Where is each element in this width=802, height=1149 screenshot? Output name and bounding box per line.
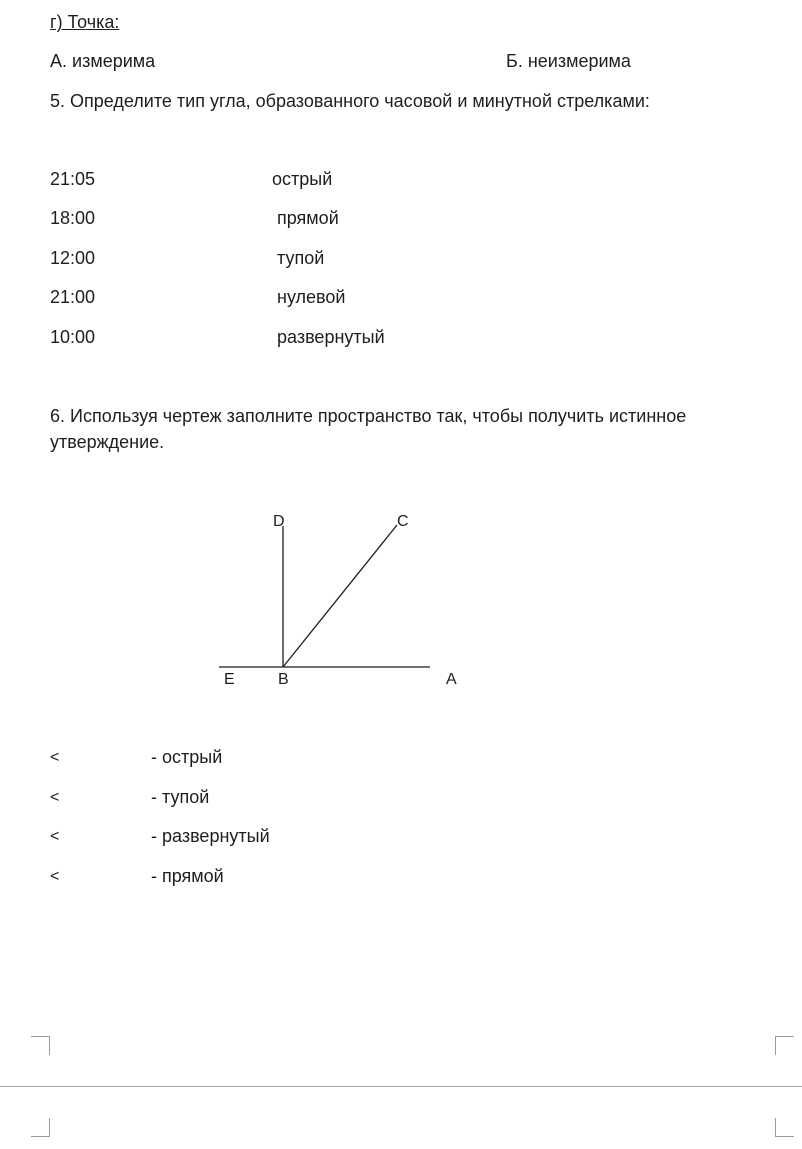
point-question-label: г) Точка:: [50, 12, 120, 32]
time-item: 10:00: [50, 327, 96, 347]
angle-type-item: нулевой: [277, 287, 346, 307]
time-item: 21:05: [50, 169, 96, 189]
question-6-title-line1: 6. Используя чертеж заполните пространство так, чтобы получить истинное: [50, 406, 687, 426]
angle-symbol: <: [50, 868, 60, 885]
time-item: 21:00: [50, 287, 96, 307]
answer-text: - развернутый: [151, 826, 270, 846]
ray-bc: [283, 525, 397, 667]
point-e-label: E: [224, 671, 235, 688]
page-break-divider: [0, 1086, 802, 1087]
angle-type-item: тупой: [277, 248, 325, 268]
angle-symbol: <: [50, 828, 60, 845]
angle-symbol: <: [50, 789, 60, 806]
margin-corner-mark: [31, 1036, 50, 1055]
time-item: 12:00: [50, 248, 96, 268]
angle-type-item: острый: [272, 169, 333, 189]
question-5-title: 5. Определите тип угла, образованного часовой и минутной стрелками:: [50, 91, 650, 111]
angle-symbol: <: [50, 749, 60, 766]
point-a-label: A: [446, 671, 457, 688]
point-b-label: B: [278, 671, 289, 688]
point-c-label: C: [397, 513, 409, 530]
margin-corner-mark: [31, 1118, 50, 1137]
margin-corner-mark: [775, 1118, 794, 1137]
margin-corner-mark: [775, 1036, 794, 1055]
angle-type-item: прямой: [277, 208, 339, 228]
option-b: Б. неизмерима: [506, 51, 631, 71]
point-d-label: D: [273, 513, 285, 530]
option-a: А. измерима: [50, 51, 156, 71]
angle-type-item: развернутый: [277, 327, 385, 347]
time-item: 18:00: [50, 208, 96, 228]
answer-text: - острый: [151, 747, 223, 767]
answer-text: - прямой: [151, 866, 224, 886]
answer-text: - тупой: [151, 787, 210, 807]
question-6-title-line2: утверждение.: [50, 432, 165, 452]
